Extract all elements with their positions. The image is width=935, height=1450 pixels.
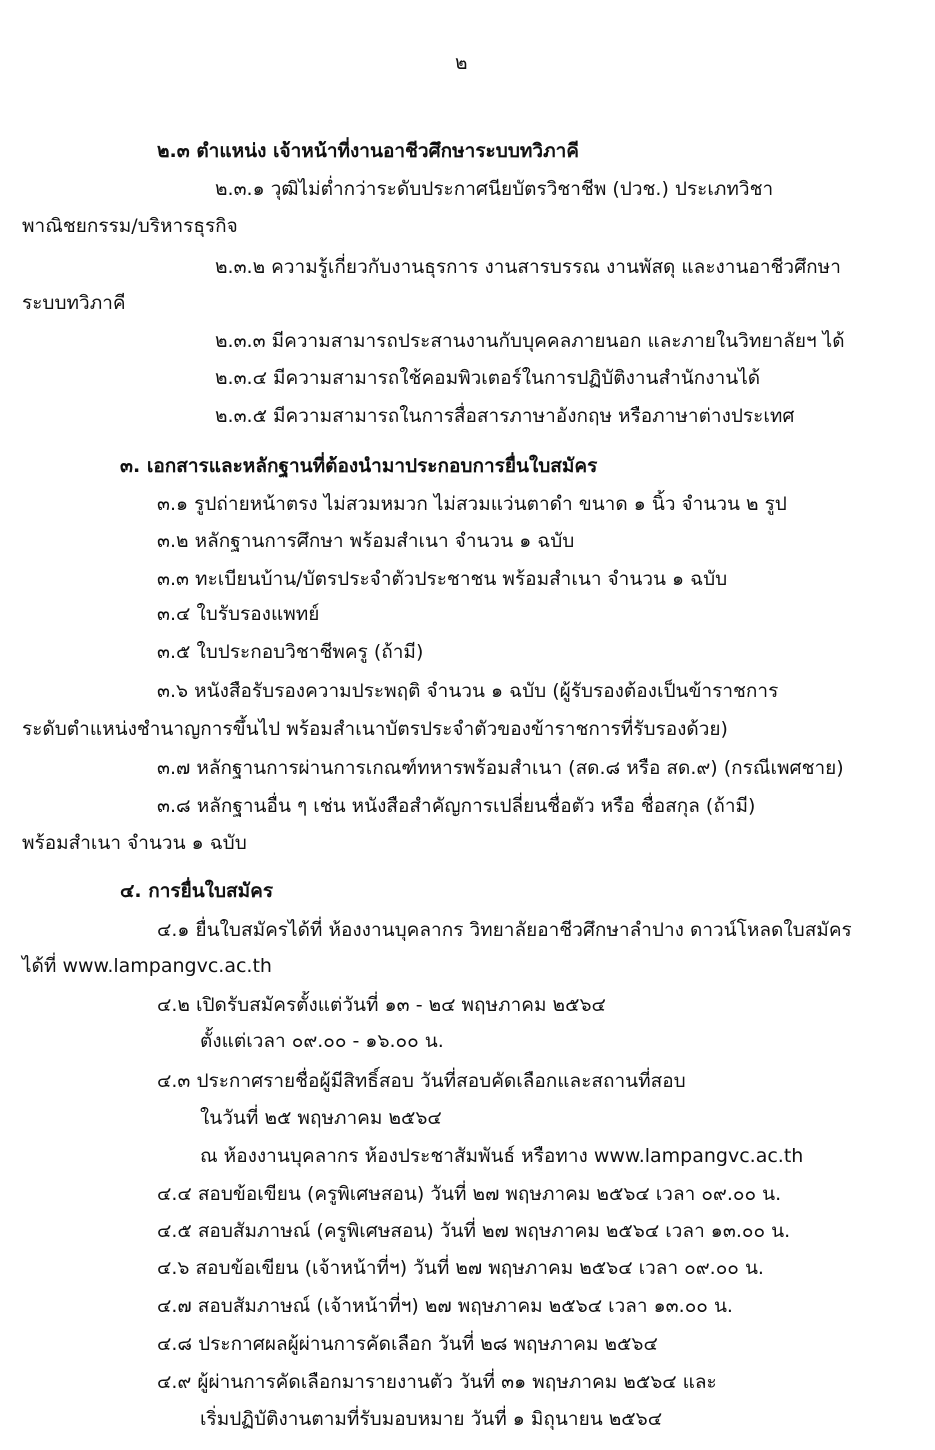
page-number: ๒: [455, 52, 468, 74]
text-line: ๔.๘ ประกาศผลผู้ผ่านการคัดเลือก วันที่ ๒๘ พฤษภาคม ๒๕๖๔: [157, 1333, 658, 1355]
text-line: ระบบทวิภาคี: [22, 292, 126, 314]
text-line: ๒.๓.๓ มีความสามารถประสานงานกับบุคคลภายนอก และภายในวิทยาลัยฯ ได้: [215, 330, 845, 352]
text-line: ๒.๓.๕ มีความสามารถในการสื่อสารภาษาอังกฤษ หรือภาษาต่างประเทศ: [215, 405, 795, 427]
text-line: ณ ห้องงานบุคลากร ห้องประชาสัมพันธ์ หรือทาง www.lampangvc.ac.th: [200, 1145, 804, 1167]
section-heading: ๔. การยื่นใบสมัคร: [120, 880, 274, 902]
text-line: พาณิชยกรรม/บริหารธุรกิจ: [22, 215, 238, 237]
text-line: ๔.๖ สอบข้อเขียน (เจ้าหน้าที่ฯ) วันที่ ๒๗ พฤษภาคม ๒๕๖๔ เวลา ๐๙.๐๐ น.: [157, 1257, 764, 1279]
text-line: พร้อมสำเนา จำนวน ๑ ฉบับ: [22, 832, 247, 854]
text-line: ๓.๑ รูปถ่ายหน้าตรง ไม่สวมหมวก ไม่สวมแว่นตาดำ ขนาด ๑ นิ้ว จำนวน ๒ รูป: [157, 493, 787, 515]
text-line: ๓.๘ หลักฐานอื่น ๆ เช่น หนังสือสำคัญการเปลี่ยนชื่อตัว หรือ ชื่อสกุล (ถ้ามี): [157, 795, 756, 817]
text-line: ในวันที่ ๒๕ พฤษภาคม ๒๕๖๔: [200, 1107, 442, 1129]
text-line: ๒.๓.๔ มีความสามารถใช้คอมพิวเตอร์ในการปฏิบัติงานสำนักงานได้: [215, 367, 761, 389]
text-line: ๓.๒ หลักฐานการศึกษา พร้อมสำเนา จำนวน ๑ ฉบับ: [157, 530, 575, 552]
text-line: ๔.๔ สอบข้อเขียน (ครูพิเศษสอน) วันที่ ๒๗ พฤษภาคม ๒๕๖๔ เวลา ๐๙.๐๐ น.: [157, 1183, 782, 1205]
text-line: ๔.๓ ประกาศรายชื่อผู้มีสิทธิ์สอบ วันที่สอบคัดเลือกและสถานที่สอบ: [157, 1070, 686, 1092]
text-line: ๓.๕ ใบประกอบวิชาชีพครู (ถ้ามี): [157, 641, 424, 663]
text-line: ได้ที่ www.lampangvc.ac.th: [22, 955, 272, 977]
text-line: ตั้งแต่เวลา ๐๙.๐๐ - ๑๖.๐๐ น.: [200, 1030, 444, 1052]
text-line: ๓.๖ หนังสือรับรองความประพฤติ จำนวน ๑ ฉบับ (ผู้รับรองต้องเป็นข้าราชการ: [157, 680, 779, 702]
text-line: ๒.๓.๒ ความรู้เกี่ยวกับงานธุรการ งานสารบรรณ งานพัสดุ และงานอาชีวศึกษา: [215, 256, 841, 278]
text-line: ๔.๕ สอบสัมภาษณ์ (ครูพิเศษสอน) วันที่ ๒๗ พฤษภาคม ๒๕๖๔ เวลา ๑๓.๐๐ น.: [157, 1220, 791, 1242]
text-line: ระดับตำแหน่งชำนาญการขึ้นไป พร้อมสำเนาบัตรประจำตัวของข้าราชการที่รับรองด้วย): [22, 718, 728, 740]
text-line: ๔.๗ สอบสัมภาษณ์ (เจ้าหน้าที่ฯ) ๒๗ พฤษภาคม ๒๕๖๔ เวลา ๑๓.๐๐ น.: [157, 1295, 733, 1317]
text-line: ๔.๒ เปิดรับสมัครตั้งแต่วันที่ ๑๓ - ๒๔ พฤษภาคม ๒๕๖๔: [157, 994, 606, 1016]
text-line: ๓.๓ ทะเบียนบ้าน/บัตรประจำตัวประชาชน พร้อมสำเนา จำนวน ๑ ฉบับ: [157, 568, 728, 590]
text-line: ๓.๗ หลักฐานการผ่านการเกณฑ์ทหารพร้อมสำเนา (สด.๘ หรือ สด.๙) (กรณีเพศชาย): [157, 757, 844, 779]
text-line: ๔.๙ ผู้ผ่านการคัดเลือกมารายงานตัว วันที่ ๓๑ พฤษภาคม ๒๕๖๔ และ: [157, 1371, 717, 1393]
section-heading: ๒.๓ ตำแหน่ง เจ้าหน้าที่งานอาชีวศึกษาระบบทวิภาคี: [157, 140, 579, 162]
text-line: ๔.๑ ยื่นใบสมัครได้ที่ ห้องงานบุคลากร วิทยาลัยอาชีวศึกษาลำปาง ดาวน์โหลดใบสมัคร: [157, 919, 852, 941]
text-line: เริ่มปฏิบัติงานตามที่รับมอบหมาย วันที่ ๑ มิถุนายน ๒๕๖๔: [200, 1408, 663, 1430]
text-line: ๒.๓.๑ วุฒิไม่ต่ำกว่าระดับประกาศนียบัตรวิชาชีพ (ปวช.) ประเภทวิชา: [215, 178, 774, 200]
section-heading: ๓. เอกสารและหลักฐานที่ต้องนำมาประกอบการยื่นใบสมัคร: [120, 455, 598, 477]
text-line: ๓.๔ ใบรับรองแพทย์: [157, 603, 320, 625]
